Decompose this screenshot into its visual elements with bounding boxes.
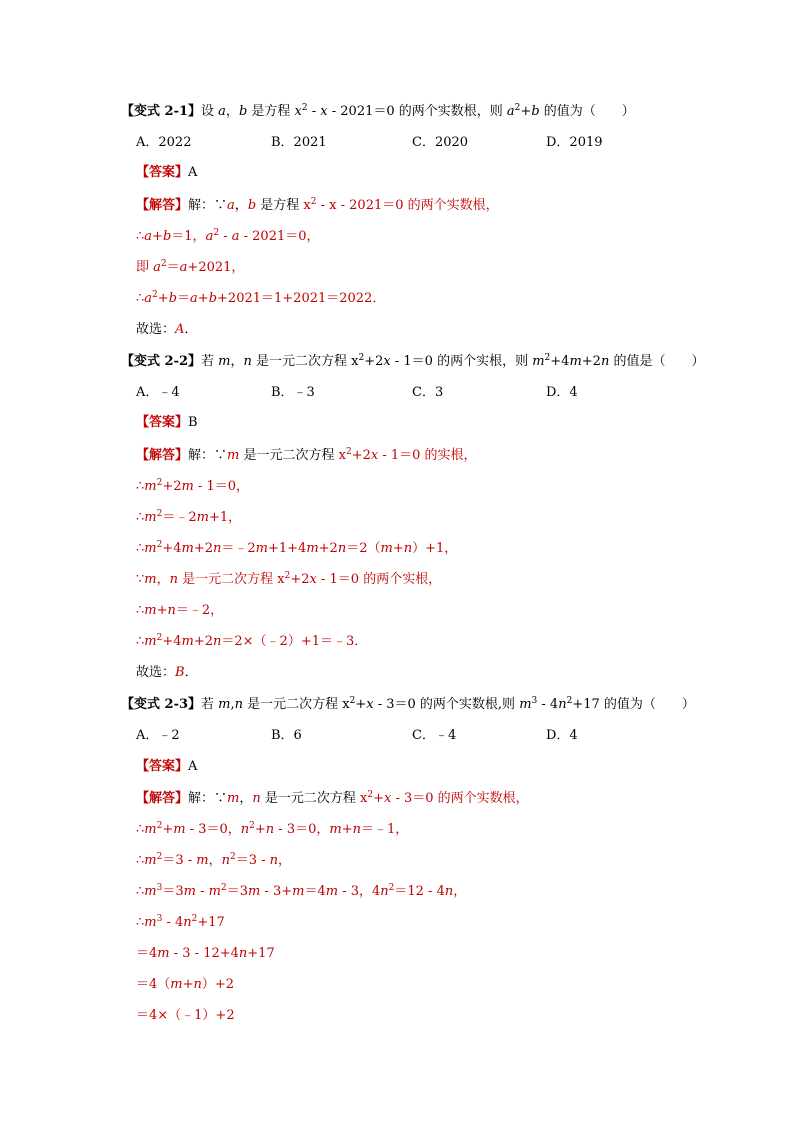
solution-line: 【解答】解：∵m 是一元二次方程 $x^2+2x - 1=0$ 的实根， bbox=[136, 447, 477, 463]
solution-line: $\therefore m^3=3m - m^2=3m - 3+m=4m - 3$，$4n^2=12 - 4n$， bbox=[136, 883, 467, 899]
solution-line: ＝4（m+n）+2 bbox=[136, 977, 235, 992]
solution-line: $\therefore m^2=﹣2m+1$， bbox=[136, 509, 242, 525]
solution-line: $\therefore a^2+b=a+b+2021=1+2021=2022$． bbox=[136, 290, 386, 306]
question-2-3: 【变式 2-3】若 m,n 是一元二次方程 $x^2+x - 3=0$ 的两个实数根,则 $m^3 - 4n^2+17$ 的值为（ ） bbox=[121, 696, 695, 712]
answer-value: A bbox=[188, 759, 198, 774]
solution-conclusion: 故选：B． bbox=[136, 665, 198, 680]
solution-line: ＝4×（﹣1）+2 bbox=[136, 1008, 235, 1023]
question-2-2: 【变式 2-2】若 m，n 是一元二次方程 $x^2+2x - 1=0$ 的两个实根，则 $m^2+4m+2n$ 的值是（ ） bbox=[121, 353, 705, 369]
answer-label: 【答案】 bbox=[136, 759, 189, 774]
option-d: D．4 bbox=[546, 728, 578, 743]
answer-value: B bbox=[188, 415, 198, 430]
solution-line: $\therefore m^2+2m - 1=0$， bbox=[136, 478, 250, 494]
option-a: A．﹣2 bbox=[136, 728, 180, 743]
option-c: C．3 bbox=[412, 385, 444, 400]
option-c: C．2020 bbox=[412, 135, 469, 150]
solution-label: 【解答】 bbox=[136, 448, 189, 463]
solution-line: $\therefore m^2=3 - m$，$n^2=3 - n$， bbox=[136, 852, 292, 868]
question-tag: 【变式 2-1】 bbox=[121, 104, 202, 119]
solution-line: ＝4m - 3 - 12+4n+17 bbox=[136, 946, 275, 961]
answer-line bbox=[136, 164, 197, 182]
option-a: A．2022 bbox=[136, 135, 192, 150]
answer-label: 【答案】 bbox=[136, 415, 189, 430]
option-d: D．2019 bbox=[546, 135, 603, 150]
solution-line: $\therefore m^2+m - 3=0$，$n^2+n - 3=0$，m+n＝﹣1， bbox=[136, 821, 409, 837]
option-b: B．2021 bbox=[271, 135, 327, 150]
option-a: A．﹣4 bbox=[136, 385, 180, 400]
question-tag: 【变式 2-3】 bbox=[121, 697, 202, 712]
question-2-1: 【变式 2-1】设 a，b 是方程 $x^2 - x - 2021=0$ 的两个实数根，则 $a^2+b$ 的值为（ ） bbox=[121, 103, 635, 119]
option-b: B．6 bbox=[271, 728, 302, 743]
question-tag: 【变式 2-2】 bbox=[121, 354, 202, 369]
solution-conclusion: 故选：A． bbox=[136, 322, 198, 337]
solution-line: $\therefore m^2+4m+2n=2\times(﹣2)+1=﹣3$． bbox=[136, 633, 368, 649]
solution-line: ∵m，n 是一元二次方程 $x^2+2x - 1=0$ 的两个实根， bbox=[136, 571, 442, 587]
answer-label: 【答案】 bbox=[136, 165, 189, 180]
solution-line: 【解答】解：∵a，b 是方程 $x^2 - x - 2021=0$ 的两个实数根， bbox=[136, 197, 499, 213]
solution-line: 即 $a^2=a+2021$， bbox=[136, 259, 245, 275]
option-b: B．﹣3 bbox=[271, 385, 315, 400]
answer-line bbox=[136, 758, 197, 776]
option-d: D．4 bbox=[546, 385, 578, 400]
solution-line: $\therefore m^3 - 4n^2+17$ bbox=[136, 914, 225, 930]
solution-line: ∴a+b＝1，$a^2 - a - 2021=0$， bbox=[136, 228, 320, 244]
solution-line: ∴m+n＝﹣2， bbox=[136, 603, 224, 618]
answer-line bbox=[136, 414, 198, 432]
answer-value: A bbox=[188, 165, 198, 180]
solution-line: 【解答】解：∵m，n 是一元二次方程 $x^2+x - 3=0$ 的两个实数根， bbox=[136, 790, 529, 806]
option-c: C．﹣4 bbox=[412, 728, 457, 743]
solution-line: $\therefore m^2+4m+2n=﹣2m+1+4m+2n=2(m+n)+1$， bbox=[136, 540, 458, 556]
solution-label: 【解答】 bbox=[136, 198, 189, 213]
solution-label: 【解答】 bbox=[136, 791, 189, 806]
